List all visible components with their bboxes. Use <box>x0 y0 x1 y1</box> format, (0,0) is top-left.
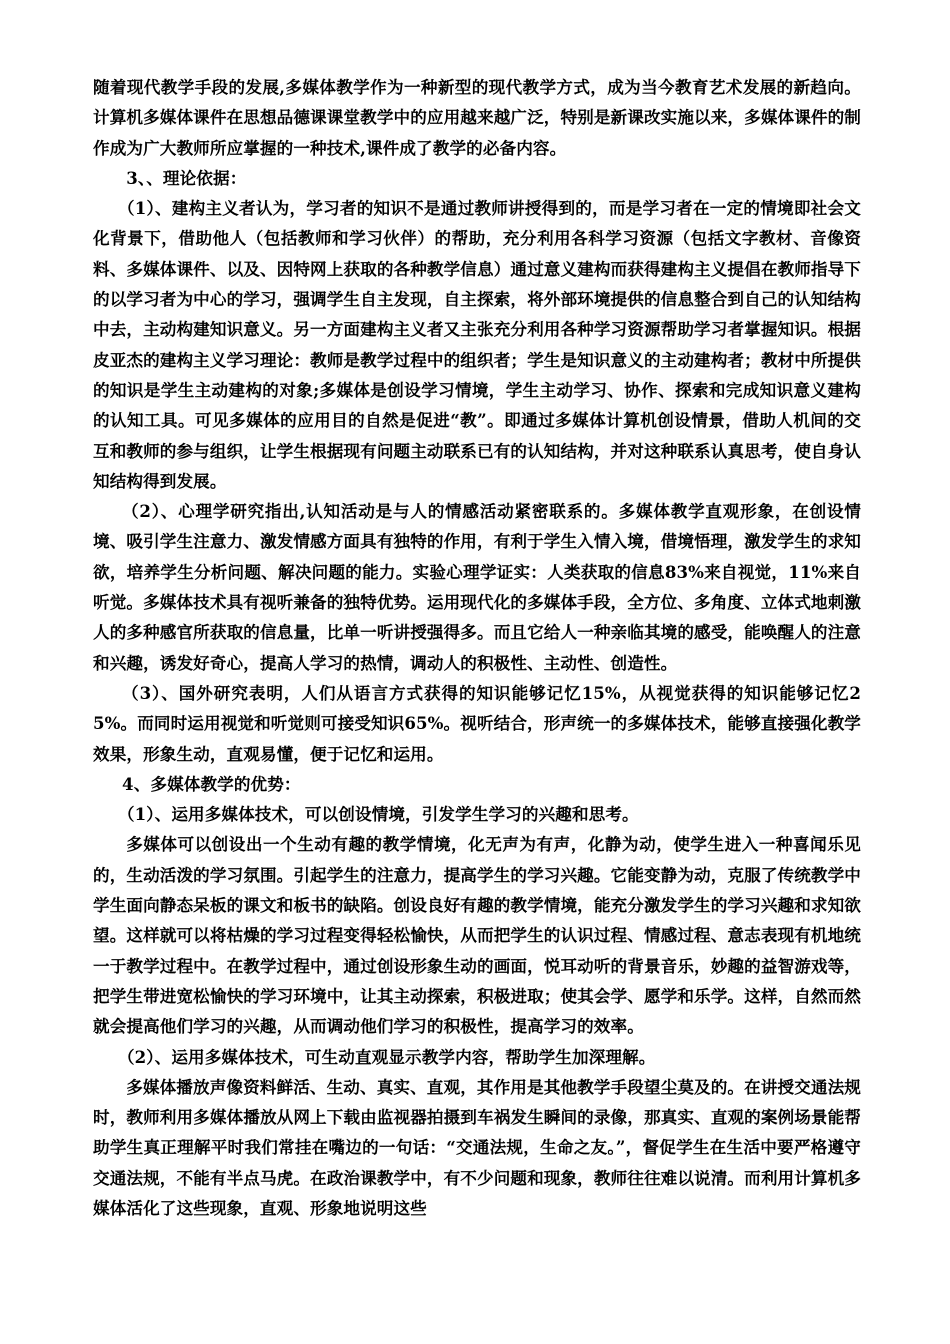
theory-paragraph-psychology: （2）、心理学研究指出,认知活动是与人的情感活动紧密联系的。多媒体教学直观形象，在创设情境、吸引学生注意力、激发情感方面具有独特的作用，有利于学生入情入境，借境悟理，激发学生的求知欲，培养学生分析问题、解决问题的能力。实验心理学证实：人类获取的信息83%来自视觉，11%来自听觉。多媒体技术具有视听兼备的独特优势。运用现代化的多媒体手段，全方位、多角度、立体式地刺激人的多种感官所获取的信息量，比单一听讲授强得多。而且它给人一种亲临其境的感受，能唤醒人的注意和兴趣，诱发好奇心，提高人学习的热情，调动人的积极性、主动性、创造性。 <box>93 501 861 673</box>
advantage-2-title: （2）、运用多媒体技术，可生动直观显示教学内容，帮助学生加深理解。 <box>117 1046 656 1067</box>
document-page <box>93 72 861 1223</box>
advantage-1-title: （1）、运用多媒体技术，可以创设情境，引发学生学习的兴趣和思考。 <box>117 804 639 825</box>
theory-paragraph-foreign-research: （3）、国外研究表明，人们从语言方式获得的知识能够记忆15%，从视觉获得的知识能够记忆25%。而同时运用视觉和听觉则可接受知识65%。视听结合，形声统一的多媒体技术，能够直接强化教学效果，形象生动，直观易懂，便于记忆和运用。 <box>93 682 861 764</box>
advantage-1-body: 多媒体可以创设出一个生动有趣的教学情境，化无声为有声，化静为动，使学生进入一种喜闻乐见的，生动活泼的学习氛围。引起学生的注意力，提高学生的学习兴趣。它能变静为动，克服了传统教学中学生面向静态呆板的课文和板书的缺陷。创设良好有趣的教学情境，能充分激发学生的学习兴趣和求知欲望。这样就可以将枯燥的学习过程变得轻松愉快，从而把学生的认识过程、情感过程、意志表现有机地统一于教学过程中。在教学过程中，通过创设形象生动的画面，悦耳动听的背景音乐，妙趣的益智游戏等，把学生带进宽松愉快的学习环境中，让其主动探索，积极进取；使其会学、愿学和乐学。这样，自然而然就会提高他们学习的兴趣，从而调动他们学习的积极性，提高学习的效率。 <box>93 834 861 1037</box>
section-heading-theory-basis: 3、、理论依据： <box>126 167 247 188</box>
advantage-2-body: 多媒体播放声像资料鲜活、生动、真实、直观，其作用是其他教学手段望尘莫及的。在讲授交通法规时，教师利用多媒体播放从网上下载由监视器拍摄到车祸发生瞬间的录像，那真实、直观的案例场景能帮助学生真正理解平时我们常挂在嘴边的一句话：“交通法规，生命之友。”，督促学生在生活中要严格遵守交通法规，不能有半点马虎。在政治课教学中，有不少问题和现象，教师往往难以说清。而利用计算机多媒体活化了这些现象，直观、形象地说明这些 <box>93 1076 861 1218</box>
intro-paragraph: 随着现代教学手段的发展,多媒体教学作为一种新型的现代教学方式，成为当今教育艺术发展的新趋向。计算机多媒体课件在思想品德课课堂教学中的应用越来越广泛，特别是新课改实施以来，多媒体课件的制作成为广大教师所应掌握的一种技术,课件成了教学的必备内容。 <box>93 77 861 158</box>
theory-paragraph-constructivism: （1）、建构主义者认为，学习者的知识不是通过教师讲授得到的，而是学习者在一定的情境即社会文化背景下，借助他人（包括教师和学习伙伴）的帮助，充分利用各科学习资源（包括文字教材、音像资料、多媒体课件、以及、因特网上获取的各种教学信息）通过意义建构而获得建构主义提倡在教师指导下的以学习者为中心的学习，强调学生自主发现，自主探索，将外部环境提供的信息整合到自己的认知结构中去，主动构建知识意义。另一方面建构主义者又主张充分利用各种学习资源帮助学习者掌握知识。根据皮亚杰的建构主义学习理论：教师是教学过程中的组织者；学生是知识意义的主动建构者；教材中所提供的知识是学生主动建构的对象;多媒体是创设学习情境，学生主动学习、协作、探索和完成知识意义建构的认知工具。可见多媒体的应用目的自然是促进“教”。即通过多媒体计算机创设情景，借助人机间的交互和教师的参与组织，让学生根据现有问题主动联系已有的认知结构，并对这种联系认真思考，使自身认知结构得到发展。 <box>93 198 861 491</box>
section-heading-advantages: 4、多媒体教学的优势： <box>122 773 301 794</box>
